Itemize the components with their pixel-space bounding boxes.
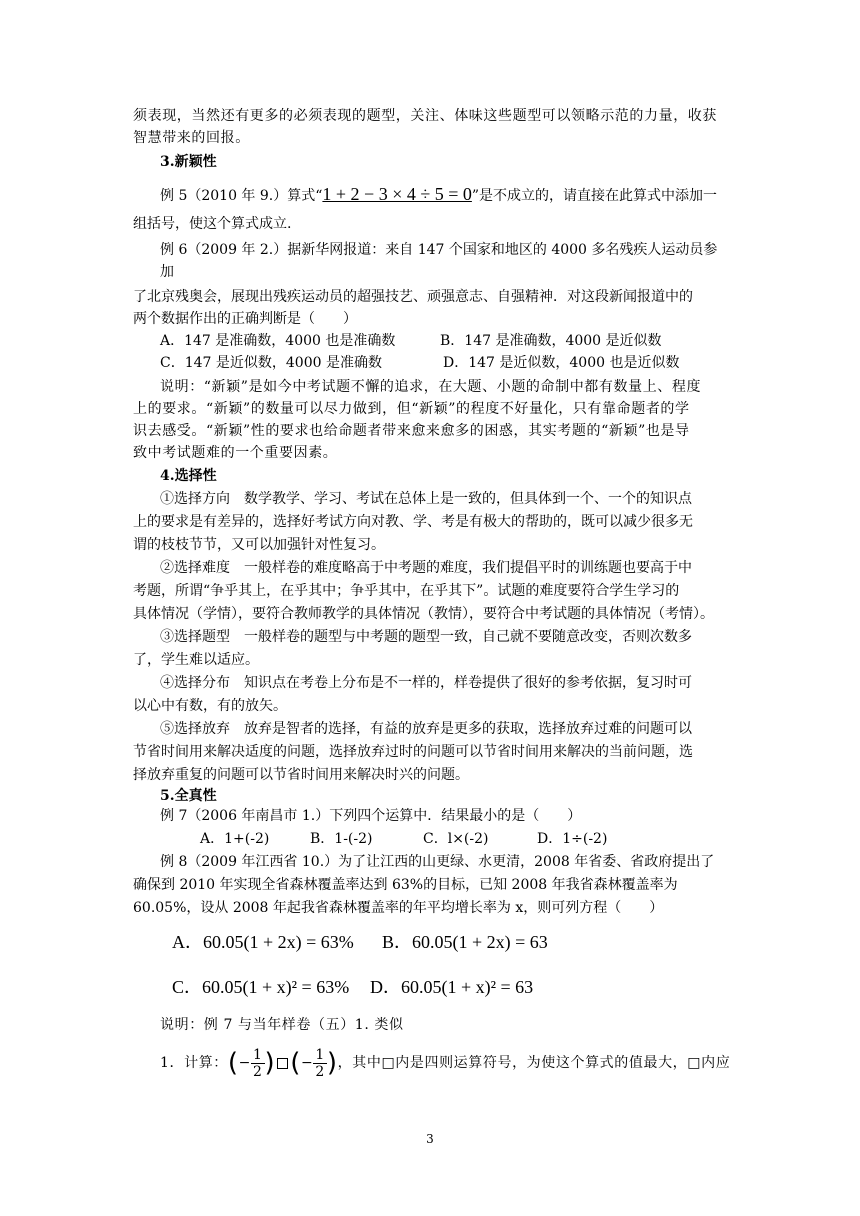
numerator: 1 [315, 1046, 325, 1063]
equation: A．60.05(1 + 2x) = 63% [172, 932, 354, 952]
note-line: 上的要求。“新颖”的数量可以尽力做到，但“新颖”的程度不好量化，只有靠命题者的学 [133, 401, 690, 417]
option-b: B．147 是准确数，4000 是近似数 [440, 333, 662, 349]
text-line: 确保到 2010 年实现全省森林覆盖率达到 63%的目标，已知 2008 年我省森林覆盖率为 [133, 877, 678, 893]
text-line: 谓的枝枝节节，又可以加强针对性复习。 [133, 537, 385, 553]
note-line: 说明：例 7 与当年样卷（五）1. 类似 [160, 1017, 404, 1033]
text-line: 例 7（2006 年南昌市 1.）下列四个运算中．结果最小的是（ ） [160, 808, 582, 824]
text-line: ⑤选择放弃 放弃是智者的选择，有益的放弃是更多的获取，选择放弃过难的问题可以 [160, 721, 692, 737]
right-paren-icon: ) [326, 1048, 338, 1078]
section-heading: 5.全真性 [160, 788, 217, 804]
text: ，其中□内是四则运算符号，为使这个算式的值最大，□内应 [337, 1055, 731, 1071]
numerator: 1 [253, 1046, 263, 1063]
option-d: D．1÷(-2) [537, 831, 608, 847]
text-line: 以心中有数，有的放矢。 [133, 698, 287, 714]
option-c: C．l×(-2) [423, 831, 489, 847]
equation: C．60.05(1 + x)² = 63% [172, 977, 350, 997]
text-line: 加 [160, 264, 174, 280]
text-line: ②选择难度 一般样卷的难度略高于中考题的难度，我们提倡平时的训练题也要高于中 [160, 560, 692, 576]
text-line: 60.05%，设从 2008 年起我省森林覆盖率的年平均增长率为 x，则可列方程（ ） [133, 900, 664, 916]
section-heading: 4.选择性 [160, 468, 217, 484]
minus-sign: − [301, 1055, 314, 1071]
left-paren-icon: ( [290, 1048, 302, 1078]
note-line: 说明：“新颖”是如今中考试题不懈的追求，在大题、小题的命制中都有数量上、程度 [160, 379, 702, 395]
text-line: ①选择方向 数学教学、学习、考试在总体上是一致的，但具体到一个、一个的知识点 [160, 491, 692, 507]
text-line: 考题，所谓“争乎其上，在乎其中；争乎其中，在乎其下”。试题的难度要符合学生学习的 [133, 583, 680, 599]
section-heading: 3.新颖性 [160, 154, 217, 170]
text-line: 组括号，使这个算式成立. [133, 216, 292, 232]
option-a: A．1+(-2) [200, 831, 270, 847]
text-line: ④选择分布 知识点在考卷上分布是不一样的，样卷提供了很好的参考依据，复习时可 [160, 675, 692, 691]
text-line: ③选择题型 一般样卷的题型与中考题的题型一致，自己就不要随意改变，否则次数多 [160, 629, 692, 645]
text-line: 具体情况（学情），要符合教师教学的具体情况（教情），要符合中考试题的具体情况（考情）。 [133, 606, 714, 622]
blank-box-icon [277, 1058, 288, 1069]
option-b [382, 932, 548, 954]
text-line: 智慧带来的回报。 [133, 130, 250, 146]
option-a: A．147 是准确数，4000 也是准确数 [160, 333, 396, 349]
page-number: 3 [426, 1132, 434, 1146]
fraction [313, 1047, 327, 1080]
equation: B．60.05(1 + 2x) = 63 [382, 932, 548, 952]
option-b: B．1-(-2) [310, 831, 373, 847]
text-line: 两个数据作出的正确判断是（ ） [133, 311, 357, 327]
text-line: 了，学生难以适应。 [133, 652, 259, 668]
text: 1．计算： [160, 1055, 228, 1071]
denominator: 2 [315, 1063, 325, 1080]
text: 例 5（2010 年 9.）算式“ [160, 188, 323, 204]
note-line: 识去感受。“新颖”性的要求也给命题者带来愈来愈多的困惑，其实考题的“新颖”也是导 [133, 423, 690, 439]
text-line: 例 8（2009 年江西省 10.）为了让江西的山更绿、水更清，2008 年省委、省政府提出了 [160, 854, 715, 870]
text-line: 须表现，当然还有更多的必须表现的题型，关注、体味这些题型可以领略示范的力量，收获 [133, 108, 717, 124]
equation: 1 + 2 − 3 × 4 ÷ 5 = 0 [322, 184, 472, 204]
option-d: D．147 是近似数，4000 也是近似数 [443, 355, 680, 371]
text-line: 例 6（2009 年 2.）据新华网报道：来自 147 个国家和地区的 4000 多名残疾人运动员参 [160, 242, 718, 258]
option-d [370, 977, 533, 999]
left-paren-icon: ( [227, 1048, 239, 1078]
text-line: 节省时间用来解决适度的问题，选择放弃过时的问题可以节省时间用来解决的当前问题，选 [133, 744, 693, 760]
text-line: 择放弃重复的问题可以节省时间用来解决时兴的问题。 [133, 767, 469, 783]
example-5 [160, 184, 717, 206]
denominator: 2 [253, 1063, 263, 1080]
option-c: C．147 是近似数，4000 是准确数 [160, 355, 382, 371]
text-line: 了北京残奥会，展现出残疾运动员的超强技艺、顽强意志、自强精神．对这段新闻报道中的 [133, 289, 693, 305]
option-a [172, 932, 354, 954]
right-paren-icon: ) [264, 1048, 276, 1078]
note-line: 致中考试题难的一个重要因素。 [133, 445, 338, 461]
option-c [172, 977, 349, 999]
equation: D．60.05(1 + x)² = 63 [370, 977, 534, 997]
question-1 [160, 1043, 730, 1083]
text: ”是不成立的，请直接在此算式中添加一 [471, 188, 718, 204]
fraction [251, 1047, 265, 1080]
text-line: 上的要求是有差异的，选择好考试方向对教、学、考是有极大的帮助的，既可以减少很多无 [133, 514, 693, 530]
minus-sign: − [238, 1055, 252, 1071]
